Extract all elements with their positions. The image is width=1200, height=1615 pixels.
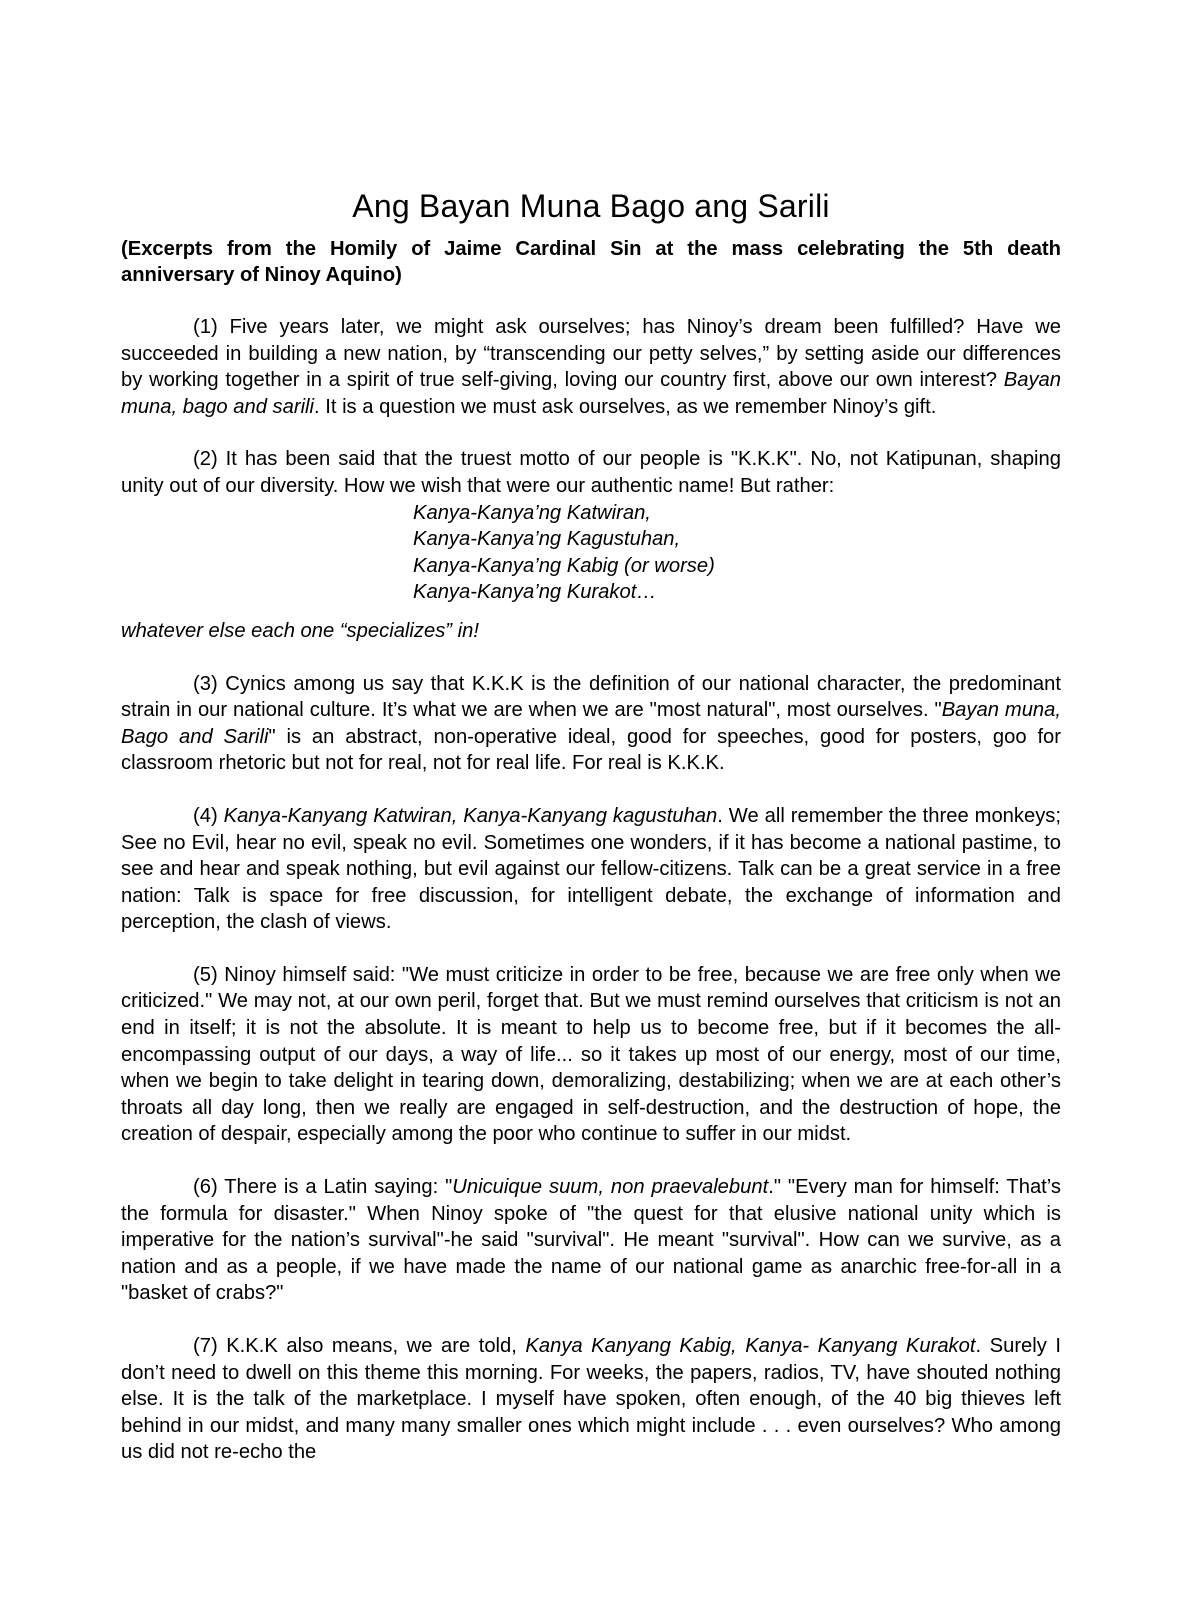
paragraph-7-text-a: (7) K.K.K also means, we are told, — [193, 1335, 526, 1357]
paragraph-4-text-a: (4) — [193, 804, 224, 827]
verse-line: Kanya-Kanya’ng Katwiran, — [413, 501, 651, 524]
kkk-verse — [413, 500, 1061, 606]
document-subtitle: (Excerpts from the Homily of Jaime Cardinal Sin at the mass celebrating the 5th death anniversary of Ninoy Aquino) — [121, 238, 1061, 286]
paragraph-1 — [121, 314, 1061, 420]
paragraph-1-text-c: . It is a question we must ask ourselves, as we remember Ninoy’s gift. — [314, 395, 937, 418]
paragraph-4-italic: Kanya-Kanyang Katwiran, Kanya-Kanyang kagustuhan — [223, 804, 718, 827]
paragraph-7-text-c: . Surely I don’t need to dwell on this theme this morning. For weeks, the papers, radios, TV, have shouted nothing else. It is the talk of the marketplace. I myself have spoken, often enough, of the 40 big thieves left behind in our midst, and many many smaller ones which might include . . . even ourselves? Who among us did not re-echo the — [121, 1335, 1062, 1464]
paragraph-7 — [121, 1333, 1061, 1466]
verse-closing-line: whatever else each one “specializes” in! — [121, 619, 479, 642]
paragraph-1-italic: Bayan muna, bago and sarili — [121, 369, 1061, 418]
verse-line: Kanya-Kanya’ng Kabig (or worse) — [413, 554, 715, 577]
paragraph-3-text-c: " is an abstract, non-operative ideal, good for speeches, good for posters, goo for classroom rhetoric but not for real, not for real life. For real is K.K.K. — [121, 725, 1061, 775]
paragraph-3-italic: Bayan muna, Bago and Sarili — [121, 699, 1061, 748]
paragraph-6-text-a: (6) There is a Latin saying: " — [193, 1176, 453, 1199]
paragraph-7-italic: Kanya Kanyang Kabig, Kanya- Kanyang Kurakot — [525, 1335, 976, 1357]
paragraph-2: (2) It has been said that the truest motto of our people is "K.K.K". No, not Katipunan, shaping unity out of our diversity. How we wish that were our authentic name! But rather: — [121, 448, 1061, 497]
document-title: Ang Bayan Muna Bago ang Sarili — [352, 188, 830, 224]
verse-line: Kanya-Kanya’ng Kagustuhan, — [413, 528, 681, 551]
paragraph-6-italic: Unicuique suum, non praevalebunt — [452, 1176, 769, 1199]
paragraph-5: (5) Ninoy himself said: "We must criticize in order to be free, because we are free only when we criticized." We may not, at our own peril, forget that. But we must remind ourselves that criticism is not an end in itself; it is not the absolute. It is meant to help us to become free, but if it becomes the all-encompassing output of our days, a way of life... so it takes up most of our energy, most of our time, when we begin to take delight in tearing down, demoralizing, destabilizing; when we are at each other’s throats all day long, then we really are engaged in self-destruction, and the destruction of hope, the creation of despair, especially among the poor who continue to suffer in our midst. — [121, 963, 1061, 1146]
paragraph-6-text-c: ." "Every man for himself: That’s the formula for disaster." When Ninoy spoke of "the quest for that elusive national unity which is imperative for the nation’s survival"-he said "survival". He meant "survival". How can we survive, as a nation and as a people, if we have made the name of our national game as anarchic free-for-all in a "basket of crabs?" — [121, 1176, 1061, 1305]
paragraph-4 — [121, 803, 1061, 936]
paragraph-3-text-a: (3) Cynics among us say that K.K.K is the definition of our national character, the predominant strain in our national culture. It’s what we are when we are "most natural", most ourselves. " — [121, 672, 1061, 722]
paragraph-3 — [121, 671, 1061, 777]
paragraph-4-text-c: . We all remember the three monkeys; See no Evil, hear no evil, speak no evil. Sometimes one wonders, if it has become a national pastime, to see and hear and speak nothing, but evil against our fellow-citizens. Talk can be a great service in a free nation: Talk is space for free discussion, for intelligent debate, the exchange of information and perception, the clash of views. — [121, 804, 1062, 934]
paragraph-6 — [121, 1174, 1061, 1307]
verse-line: Kanya-Kanya’ng Kurakot… — [413, 581, 657, 604]
paragraph-1-text-a: (1) Five years later, we might ask ourselves; has Ninoy’s dream been fulfilled? Have we succeeded in building a new nation, by “transcending our petty selves,” by setting aside our differences by working together in a spirit of true self-giving, loving our country first, above our own interest? — [121, 316, 1061, 392]
document-page — [121, 186, 1061, 1492]
